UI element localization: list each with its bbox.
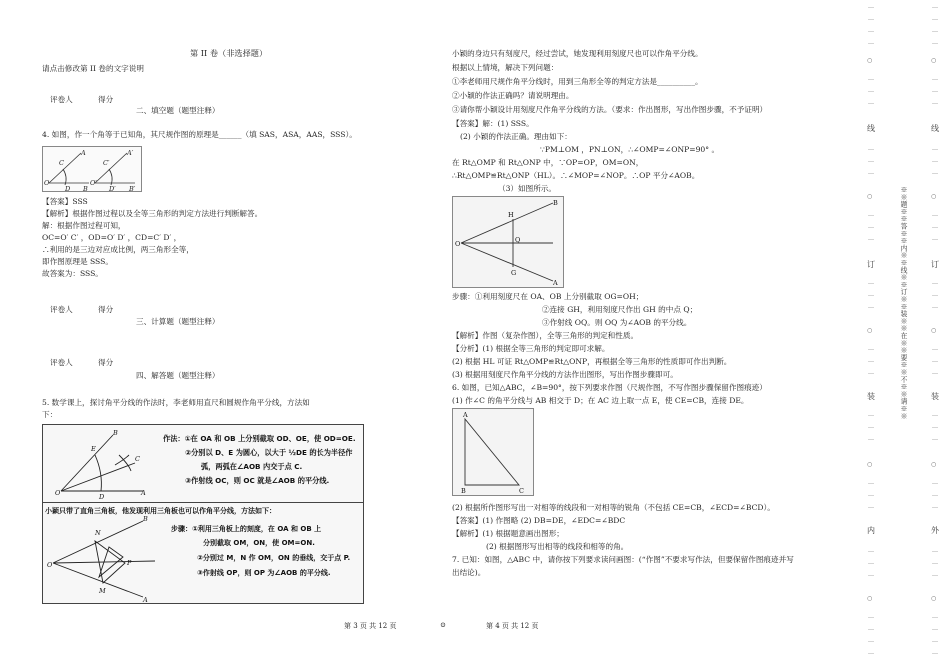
binding-strip-warning [898, 186, 910, 486]
q4-solution: 解：根据作图过程可知， [42, 221, 126, 230]
svg-text:…: … [868, 625, 874, 632]
binding-strip-outer [930, 0, 944, 659]
analysis-text: 【分析】(1) 根据全等三角形的判定即可求解。 [452, 344, 610, 353]
part-heading: 四、解答题（题型注释） [136, 371, 220, 380]
svg-text:○: ○ [931, 327, 937, 334]
svg-text:…: … [932, 223, 938, 230]
analysis-text: (2) 根据 HL 可证 Rt△OMP≌Rt△ONP，再根据全等三角形的性质即可作出判断。 [452, 357, 732, 366]
strip-label: 订 [867, 260, 875, 269]
svg-text:…: … [868, 571, 874, 578]
figure-q4 [42, 146, 142, 192]
label-A: A [81, 149, 86, 157]
svg-text:…: … [932, 571, 938, 578]
svg-text:…: … [932, 423, 938, 430]
setsquare-step-1b: 分别截取 OM，ON，使 OM=ON. [203, 539, 315, 547]
svg-text:…: … [868, 637, 874, 644]
svg-text:○: ○ [931, 595, 937, 602]
label-O2: O′ [90, 179, 97, 187]
svg-text:…: … [868, 423, 874, 430]
svg-text:…: … [932, 211, 938, 218]
label-B: B [553, 199, 558, 207]
svg-text:…: … [868, 3, 874, 10]
svg-text:…: … [868, 87, 874, 94]
score-label: 得分 [98, 95, 114, 104]
label-D2: D′ [109, 185, 116, 191]
svg-text:…: … [868, 235, 874, 242]
text-line: 根据以上情境，解决下列问题： [452, 63, 559, 72]
svg-text:…: … [932, 27, 938, 34]
question-6-part2: (2) 根据所作图形写出一对相等的线段和一对相等的锐角（不包括 CE=CB，∠ECD=∠BCD）。 [452, 503, 775, 512]
svg-text:…: … [932, 357, 938, 364]
figure-q5-ruler [452, 196, 564, 288]
answer-text: ∵PM⊥OM ，PN⊥ON，∴∠OMP=∠ONP=90° 。 [540, 145, 720, 154]
svg-text:…: … [868, 15, 874, 22]
compass-step-2b: 弧，两弧在∠AOB 内交于点 C. [201, 462, 303, 471]
svg-text:…: … [868, 503, 874, 510]
svg-text:…: … [868, 613, 874, 620]
svg-text:…: … [868, 279, 874, 286]
analysis-text: (2) 根据图形写出相等的线段和相等的角。 [486, 542, 629, 551]
svg-text:…: … [932, 3, 938, 10]
label-D: D [99, 493, 105, 501]
q4-solution: 故答案为：SSS。 [42, 269, 103, 278]
label-H: H [508, 211, 514, 219]
svg-text:○: ○ [867, 57, 873, 64]
label-P: P [127, 559, 132, 567]
svg-text:…: … [932, 613, 938, 620]
figure-q5-setsquare [42, 502, 364, 604]
label-G: G [511, 269, 517, 277]
label-O: O [55, 489, 61, 497]
svg-text:…: … [932, 625, 938, 632]
score-label: 得分 [98, 358, 114, 367]
step-text: ③作射线 OQ。则 OQ 为∠AOB 的平分线。 [542, 318, 692, 327]
svg-text:○: ○ [867, 193, 873, 200]
label-O: O [455, 240, 461, 248]
q4-analysis: 【解析】根据作图过程以及全等三角形的判定方法进行判断解答。 [42, 209, 263, 218]
svg-text:…: … [868, 649, 874, 656]
part-heading: 二、填空题（题型注释） [136, 106, 220, 115]
svg-text:…: … [932, 235, 938, 242]
compass-step-3: ③作射线 OC，则 OC 就是∠AOB 的平分线. [185, 476, 330, 485]
svg-text:…: … [868, 547, 874, 554]
label-E: E [91, 445, 96, 453]
label-D: D [65, 185, 71, 191]
svg-text:…: … [932, 279, 938, 286]
svg-text:…: … [932, 291, 938, 298]
svg-text:…: … [868, 75, 874, 82]
compass-step-2: ②分别以 D、E 为圆心，以大于 ½DE 的长为半径作 [185, 448, 353, 457]
label-A: A [143, 596, 148, 603]
svg-text:…: … [868, 211, 874, 218]
svg-text:…: … [932, 637, 938, 644]
answer-text: ∴Rt△OMP≌Rt△ONP（HL）。∴∠MOP=∠NOP。∴OP 平分∠AOB。 [452, 171, 700, 180]
svg-text:…: … [868, 369, 874, 376]
svg-text:…: … [932, 169, 938, 176]
svg-text:…: … [868, 559, 874, 566]
grader-label: 评卷人 [50, 305, 73, 314]
svg-text:…: … [932, 547, 938, 554]
svg-text:…: … [932, 15, 938, 22]
label-O: O [44, 179, 50, 187]
svg-text:…: … [868, 223, 874, 230]
label-M: M [99, 587, 106, 595]
svg-text:…: … [932, 369, 938, 376]
svg-text:…: … [932, 479, 938, 486]
analysis-text: 【解析】(1) 根据题意画出图形； [452, 529, 564, 538]
grader-label: 评卷人 [50, 358, 73, 367]
label-A: A [141, 489, 146, 497]
question-5: 5. 数学课上，探讨角平分线的作法时，李老师用直尺和圆规作角平分线，方法如 [42, 398, 310, 407]
label-B: B [143, 515, 148, 523]
q4-solution: OC=O′ C′ ，OD=O′ D′ ，CD=C′ D′ ， [42, 233, 182, 242]
label-C: C [135, 455, 140, 463]
compass-step-1: 作法：①在 OA 和 OB 上分别截取 OD、OE，使 OD=OE. [163, 434, 356, 443]
svg-text:…: … [868, 345, 874, 352]
label-B: B [113, 429, 118, 437]
binding-strip-inner [866, 0, 878, 659]
text-line: 小颖的身边只有刻度尺，经过尝试，她发现利用刻度尺也可以作角平分线。 [452, 49, 703, 58]
svg-text:…: … [868, 145, 874, 152]
svg-text:…: … [868, 411, 874, 418]
subquestion-2: ②小颖的作法正确吗？请说明理由。 [452, 91, 574, 100]
svg-text:…: … [932, 503, 938, 510]
label-A: A [553, 279, 558, 287]
strip-label: 装 [867, 392, 875, 401]
setsquare-step-1: 步骤：①利用三角板上的刻度，在 OA 和 OB 上 [171, 525, 322, 533]
analysis-text: (3) 根据用刻度尺作角平分线的方法作出图形，写出作图步骤即可。 [452, 370, 678, 379]
label-A2: A′ [127, 149, 134, 157]
question-5-cont: 下： [42, 410, 58, 419]
svg-text:…: … [868, 357, 874, 364]
analysis-text: 【解析】作图（复杂作图），全等三角形的判定和性质。 [452, 331, 639, 340]
answer-text: （3）如图所示。 [498, 184, 556, 193]
svg-text:○: ○ [931, 193, 937, 200]
answer-text: (2) 小颖的作法正确。理由如下： [460, 132, 572, 141]
svg-text:…: … [932, 157, 938, 164]
strip-label: 内 [867, 526, 875, 535]
svg-text:…: … [868, 27, 874, 34]
question-6-part1: (1) 作∠C 的角平分线与 AB 相交于 D；在 AC 边上取一点 E，使 CE=CB，连接 DE。 [452, 396, 749, 405]
label-B2: B′ [129, 185, 136, 191]
svg-text:…: … [932, 491, 938, 498]
svg-text:○: ○ [867, 327, 873, 334]
svg-text:…: … [868, 169, 874, 176]
svg-text:…: … [868, 99, 874, 106]
strip-label: 线 [931, 124, 939, 133]
question-6: 6. 如图，已知△ABC，∠B=90°，按下列要求作图（尺规作图，不写作图步骤保留作图痕迹） [452, 383, 767, 392]
q4-answer: 【答案】SSS [42, 197, 88, 206]
setsquare-title: 小颖只带了直角三角板，他发现利用三角板也可以作角平分线，方法如下： [45, 507, 276, 515]
strip-label: 订 [931, 260, 939, 269]
svg-text:…: … [868, 491, 874, 498]
svg-text:○: ○ [931, 57, 937, 64]
svg-text:…: … [932, 75, 938, 82]
label-A: A [463, 411, 468, 419]
step-text: ②连接 GH，利用刻度尺作出 GH 的中点 Q； [542, 305, 698, 314]
svg-text:…: … [932, 99, 938, 106]
svg-text:…: … [868, 39, 874, 46]
q4-solution: 即作图原理是 SSS。 [42, 257, 113, 266]
strip-warning-text: ※※题※※答※※内※※线※※订※※装※※在※※要※※不※※请※※ [899, 186, 907, 420]
strip-label: 线 [867, 124, 875, 133]
svg-text:…: … [932, 39, 938, 46]
svg-text:…: … [868, 479, 874, 486]
label-Q: Q [515, 236, 521, 244]
answer-text: 在 Rt△OMP 和 Rt△ONP 中，∵OP=OP，OM=ON， [452, 158, 644, 167]
svg-text:…: … [932, 87, 938, 94]
svg-text:…: … [868, 157, 874, 164]
svg-text:○: ○ [867, 461, 873, 468]
step-text: 步骤：①利用刻度尺在 OA、OB 上分别截取 OG=OH； [452, 292, 644, 301]
svg-text:…: … [868, 303, 874, 310]
label-O: O [47, 561, 53, 569]
score-label: 得分 [98, 305, 114, 314]
answer-text: 【答案】(1) 作图略 (2) DB=DE，∠EDC=∠BDC [452, 516, 626, 525]
question-4: 4. 如图，作一个角等于已知角，其尺规作图的原理是______（填 SAS，ASA，AAS，SSS）。 [42, 130, 357, 139]
svg-text:…: … [868, 291, 874, 298]
label-B: B [83, 185, 88, 191]
svg-text:…: … [932, 559, 938, 566]
q4-solution: ∴利用的是三边对应成比例，两三角形全等， [42, 245, 194, 254]
setsquare-step-3: ③作射线 OP，则 OP 为∠AOB 的平分线. [197, 569, 331, 577]
svg-text:○: ○ [867, 595, 873, 602]
label-N: N [95, 529, 101, 537]
section-title: 第 II 卷（非选择题） [190, 48, 268, 58]
footer-separator-icon: ⊙ [440, 621, 446, 629]
strip-label: 外 [931, 526, 939, 535]
grader-label: 评卷人 [50, 95, 73, 104]
question-7: 7. 已知：如图，△ABC 中，请你按下列要求读问画图：(“作图”不要求写作法，但要保留作图痕迹并写 [452, 555, 794, 564]
svg-text:…: … [932, 145, 938, 152]
svg-text:…: … [932, 345, 938, 352]
svg-text:…: … [932, 303, 938, 310]
strip-label: 装 [931, 392, 939, 401]
figure-q6-triangle [452, 408, 534, 496]
label-C2: C′ [103, 159, 110, 167]
svg-text:…: … [932, 649, 938, 656]
edit-note: 请点击修改第 II 卷的文字说明 [42, 64, 144, 73]
setsquare-step-2: ②分别过 M，N 作 OM，ON 的垂线，交于点 P. [197, 554, 351, 562]
answer-label: 【答案】解：(1) SSS。 [452, 119, 534, 128]
label-C: C [59, 159, 64, 167]
subquestion-1: ①李老师用尺规作角平分线时，用到三角形全等的判定方法是__________。 [452, 77, 703, 86]
subquestion-3: ③请你帮小颖设计用刻度尺作角平分线的方法。（要求：作出图形，写出作图步骤，不予证明） [452, 105, 768, 114]
svg-text:…: … [868, 435, 874, 442]
part-heading: 三、计算题（题型注释） [136, 317, 220, 326]
page-number-right: 第 4 页 共 12 页 [486, 622, 539, 630]
svg-text:○: ○ [931, 461, 937, 468]
figure-q5-compass [42, 424, 364, 504]
page-number-left: 第 3 页 共 12 页 [344, 622, 397, 630]
svg-text:…: … [932, 435, 938, 442]
question-7-cont: 出结论)。 [452, 568, 486, 577]
svg-text:…: … [932, 411, 938, 418]
label-B: B [461, 487, 466, 495]
label-C: C [519, 487, 524, 495]
